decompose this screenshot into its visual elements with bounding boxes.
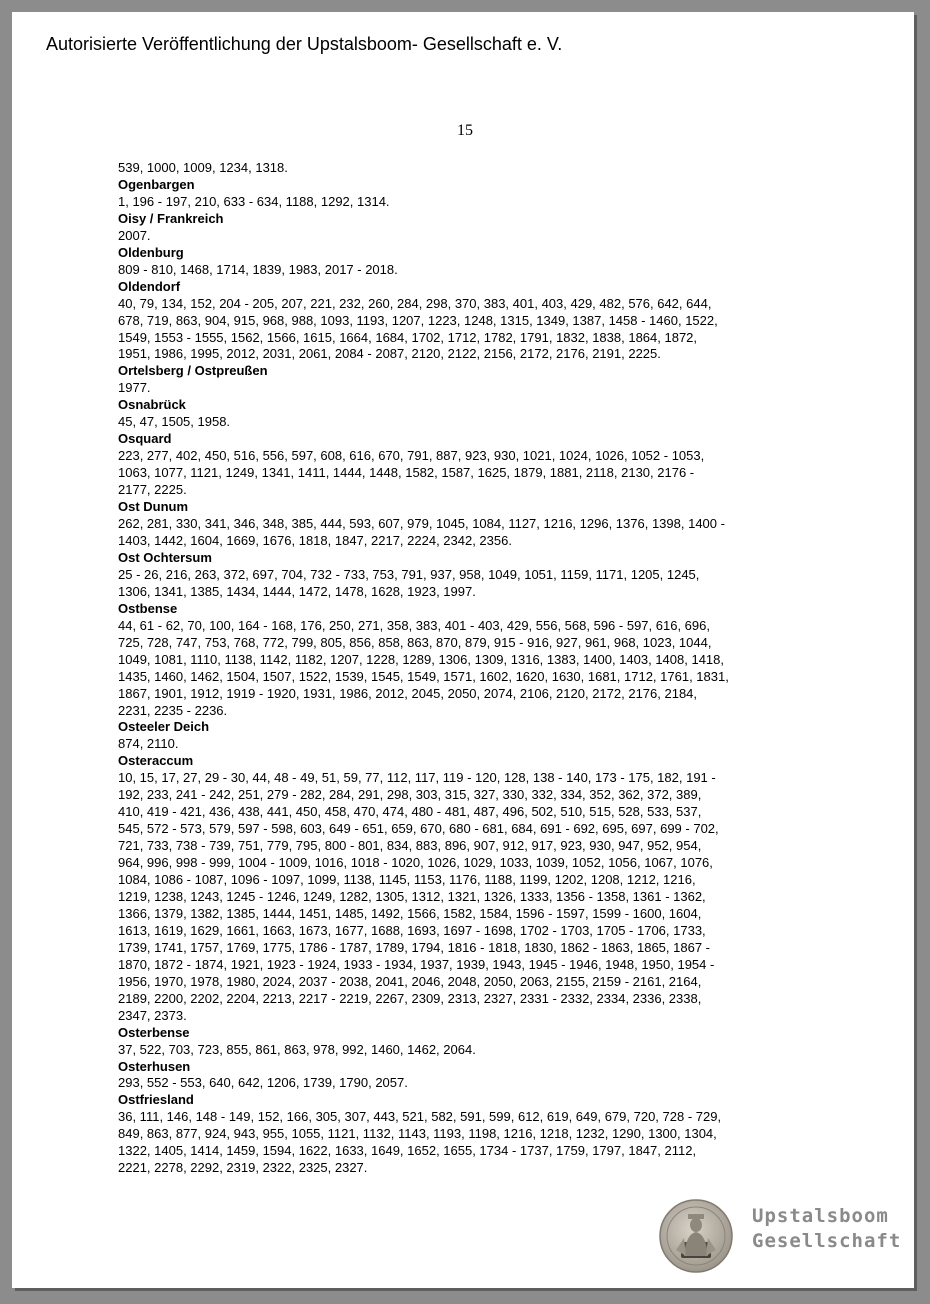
entry-page-refs: 262, 281, 330, 341, 346, 348, 385, 444, 593, 607, 979, 1045, 1084, 1127, 1216, 1296, 1376, 1398, 1400 - — [118, 516, 725, 532]
entry-page-refs: 2177, 2225. — [118, 482, 187, 498]
logo-line-2: Gesellschaft — [752, 1230, 902, 1252]
entry-page-refs: 2189, 2200, 2202, 2204, 2213, 2217 - 2219, 2267, 2309, 2313, 2327, 2331 - 2332, 2334, 2336, 2338, — [118, 990, 702, 1006]
entry-place-name: Osteraccum — [118, 753, 194, 769]
entry-page-refs: 1613, 1619, 1629, 1661, 1663, 1673, 1677, 1688, 1693, 1697 - 1698, 1702 - 1703, 1705 - 1706, 1733, — [118, 922, 706, 938]
entry-page-refs: 44, 61 - 62, 70, 100, 164 - 168, 176, 250, 271, 358, 383, 401 - 403, 429, 556, 568, 596 - 597, 616, 696, — [118, 617, 710, 633]
entry-page-refs: 1549, 1553 - 1555, 1562, 1566, 1615, 1664, 1684, 1702, 1712, 1782, 1791, 1832, 1838, 1864, 1872, — [118, 329, 698, 345]
index-entry — [118, 431, 818, 499]
entry-place-name: Ostfriesland — [118, 1092, 194, 1108]
entry-place-name: Osteeler Deich — [118, 719, 210, 735]
entry-place-name: Ostbense — [118, 600, 178, 616]
entry-page-refs: 2221, 2278, 2292, 2319, 2322, 2325, 2327. — [118, 1160, 368, 1176]
entry-place-name: Ortelsberg / Ostpreußen — [118, 363, 268, 379]
entry-page-refs: 1870, 1872 - 1874, 1921, 1923 - 1924, 1933 - 1934, 1937, 1939, 1943, 1945 - 1946, 1948, 1950, 1954 - — [118, 956, 715, 972]
index-entry — [118, 601, 818, 720]
index-entry — [118, 1025, 818, 1059]
index-entry — [118, 499, 818, 550]
entry-page-refs: 849, 863, 877, 924, 943, 955, 1055, 1121, 1132, 1143, 1193, 1198, 1216, 1218, 1232, 1290, 1300, 1304, — [118, 1126, 717, 1142]
entry-page-refs: 2347, 2373. — [118, 1007, 187, 1023]
index-entry — [118, 1092, 818, 1177]
logo-wordmark — [752, 1204, 901, 1254]
entry-page-refs: 1063, 1077, 1121, 1249, 1341, 1411, 1444, 1448, 1582, 1587, 1625, 1879, 1881, 2118, 2130, 2176 - — [118, 465, 695, 481]
logo-line-1: Upstalsboom — [752, 1205, 889, 1227]
entry-place-name: Osnabrück — [118, 397, 186, 413]
index-entry — [118, 363, 818, 397]
entry-page-refs: 37, 522, 703, 723, 855, 861, 863, 978, 992, 1460, 1462, 2064. — [118, 1041, 476, 1057]
entry-page-refs: 964, 996, 998 - 999, 1004 - 1009, 1016, 1018 - 1020, 1026, 1029, 1033, 1039, 1052, 1056, 1067, 1076, — [118, 855, 713, 871]
entry-page-refs: 678, 719, 863, 904, 915, 968, 988, 1093, 1193, 1207, 1223, 1248, 1315, 1349, 1387, 1458 - 1460, 1522, — [118, 312, 718, 328]
entry-page-refs: 1867, 1901, 1912, 1919 - 1920, 1931, 1986, 2012, 2045, 2050, 2074, 2106, 2120, 2172, 2176, 2184, — [118, 685, 698, 701]
entry-page-refs: 721, 733, 738 - 739, 751, 779, 795, 800 - 801, 834, 883, 896, 907, 912, 917, 923, 930, 947, 952, 954, — [118, 838, 702, 854]
entry-page-refs: 40, 79, 134, 152, 204 - 205, 207, 221, 232, 260, 284, 298, 370, 383, 401, 403, 429, 482, 576, 642, 644, — [118, 295, 712, 311]
index-entry — [118, 245, 818, 279]
entry-page-refs: 809 - 810, 1468, 1714, 1839, 1983, 2017 - 2018. — [118, 261, 398, 277]
entry-page-refs: 2231, 2235 - 2236. — [118, 702, 228, 718]
entry-page-refs: 1084, 1086 - 1087, 1096 - 1097, 1099, 1138, 1145, 1153, 1176, 1188, 1199, 1202, 1208, 1212, 1216, — [118, 872, 696, 888]
entry-page-refs: 45, 47, 1505, 1958. — [118, 414, 231, 430]
entry-page-refs: 10, 15, 17, 27, 29 - 30, 44, 48 - 49, 51, 59, 77, 112, 117, 119 - 120, 128, 138 - 140, 173 - 175, 182, 191 - — [118, 770, 716, 786]
entry-page-refs: 1977. — [118, 380, 151, 396]
entry-page-refs: 192, 233, 241 - 242, 251, 279 - 282, 284, 291, 298, 303, 315, 327, 330, 332, 334, 352, 362, 372, 389, — [118, 787, 702, 803]
entry-place-name: Osterhusen — [118, 1058, 191, 1074]
entry-page-refs: 725, 728, 747, 753, 768, 772, 799, 805, 856, 858, 863, 870, 879, 915 - 916, 927, 961, 968, 1023, 1044, — [118, 634, 712, 650]
entry-page-refs: 1322, 1405, 1414, 1459, 1594, 1622, 1633, 1649, 1652, 1655, 1734 - 1737, 1759, 1797, 1847, 2112, — [118, 1143, 697, 1159]
index-entry — [118, 397, 818, 431]
entry-page-refs: 1956, 1970, 1978, 1980, 2024, 2037 - 2038, 2041, 2046, 2048, 2050, 2063, 2155, 2159 - 2161, 2164, — [118, 973, 702, 989]
entry-page-refs: 25 - 26, 216, 263, 372, 697, 704, 732 - 733, 753, 791, 937, 958, 1049, 1051, 1159, 1171, 1205, 1245, — [118, 566, 700, 582]
entry-place-name: Osquard — [118, 431, 172, 447]
entry-page-refs: 1049, 1081, 1110, 1138, 1142, 1182, 1207, 1228, 1289, 1306, 1309, 1316, 1383, 1400, 1403, 1408, 1418, — [118, 651, 725, 667]
page-header: Autorisierte Veröffentlichung der Upstalsboom- Gesellschaft e. V. — [46, 34, 563, 54]
entry-page-refs: 874, 2110. — [118, 736, 179, 752]
index-entry — [118, 1059, 818, 1093]
entry-place-name: Osterbense — [118, 1024, 190, 1040]
index-entry — [118, 177, 818, 211]
entry-page-refs: 1951, 1986, 1995, 2012, 2031, 2061, 2084 - 2087, 2120, 2122, 2156, 2172, 2176, 2191, 2225. — [118, 346, 661, 362]
index-entry — [118, 550, 818, 601]
entry-place-name: Ost Dunum — [118, 499, 189, 515]
index-content — [118, 160, 818, 1177]
seal-icon — [658, 1198, 734, 1274]
entry-page-refs: 545, 572 - 573, 579, 597 - 598, 603, 649 - 651, 659, 670, 680 - 681, 684, 691 - 692, 695, 697, 699 - 702, — [118, 821, 719, 837]
entry-place-name: Oldenburg — [118, 244, 184, 260]
entry-page-refs: 1435, 1460, 1462, 1504, 1507, 1522, 1539, 1545, 1549, 1571, 1602, 1620, 1630, 1681, 1712, 1761, 1831, — [118, 668, 729, 684]
entry-place-name: Ost Ochtersum — [118, 549, 212, 565]
entry-page-refs: 36, 111, 146, 148 - 149, 152, 166, 305, 307, 443, 521, 582, 591, 599, 612, 619, 649, 679, 720, 728 - 729, — [118, 1109, 722, 1125]
index-entry — [118, 211, 818, 245]
entry-page-refs: 1, 196 - 197, 210, 633 - 634, 1188, 1292, 1314. — [118, 193, 390, 209]
entry-page-refs: 1366, 1379, 1382, 1385, 1444, 1451, 1485, 1492, 1566, 1582, 1584, 1596 - 1597, 1599 - 1600, 1604, — [118, 905, 702, 921]
entry-page-refs: 1219, 1238, 1243, 1245 - 1246, 1249, 1282, 1305, 1312, 1321, 1326, 1333, 1356 - 1358, 1361 - 1362, — [118, 888, 706, 904]
document-page — [12, 12, 914, 1288]
entry-page-refs: 410, 419 - 421, 436, 438, 441, 450, 458, 470, 474, 480 - 481, 487, 496, 502, 510, 515, 528, 533, 537, — [118, 804, 702, 820]
index-entry — [118, 719, 818, 753]
entry-place-name: Ogenbargen — [118, 176, 195, 192]
society-logo — [658, 1198, 908, 1278]
entry-page-refs: 293, 552 - 553, 640, 642, 1206, 1739, 1790, 2057. — [118, 1075, 408, 1091]
index-entries — [118, 177, 818, 1177]
entry-place-name: Oisy / Frankreich — [118, 210, 224, 226]
continuation-text: 539, 1000, 1009, 1234, 1318. — [118, 160, 288, 175]
entry-page-refs: 1306, 1341, 1385, 1434, 1444, 1472, 1478, 1628, 1923, 1997. — [118, 583, 476, 599]
page-number: 15 — [457, 122, 473, 139]
index-entry — [118, 279, 818, 364]
entry-page-refs: 223, 277, 402, 450, 516, 556, 597, 608, 616, 670, 791, 887, 923, 930, 1021, 1024, 1026, 1052 - 1053, — [118, 448, 705, 464]
index-entry — [118, 753, 818, 1024]
entry-page-refs: 1739, 1741, 1757, 1769, 1775, 1786 - 1787, 1789, 1794, 1816 - 1818, 1830, 1862 - 1863, 1865, 1867 - — [118, 939, 711, 955]
entry-page-refs: 1403, 1442, 1604, 1669, 1676, 1818, 1847, 2217, 2224, 2342, 2356. — [118, 532, 512, 548]
entry-page-refs: 2007. — [118, 227, 151, 243]
entry-place-name: Oldendorf — [118, 278, 181, 294]
